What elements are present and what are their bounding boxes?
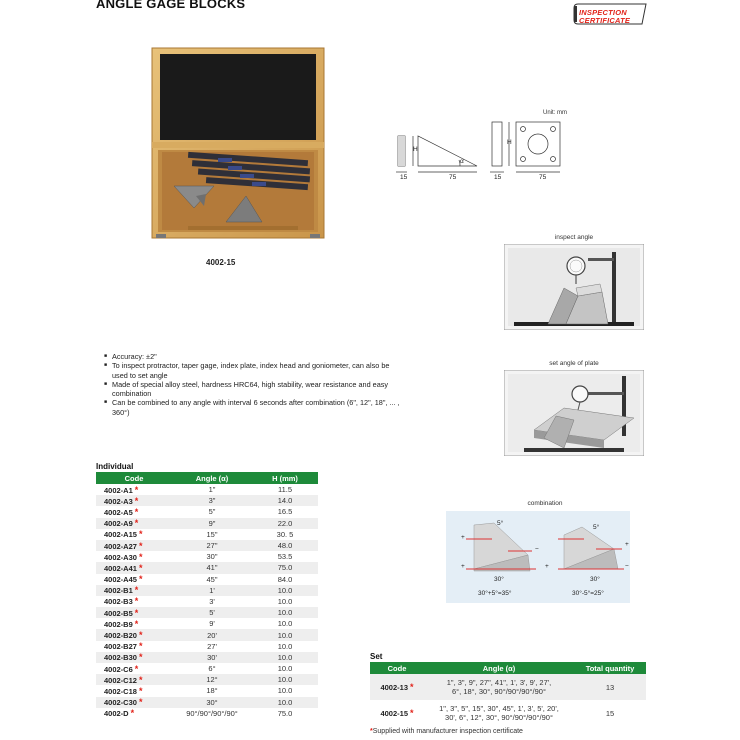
h-cell: 14.0 bbox=[252, 495, 318, 506]
angle-cell: 20' bbox=[172, 629, 252, 640]
angle-cell: 30' bbox=[172, 652, 252, 663]
combination-right-bottom-angle: 30° bbox=[590, 576, 600, 583]
footnote-text: Supplied with manufacturer inspection certificate bbox=[372, 728, 523, 735]
certificate-star: * bbox=[138, 685, 143, 696]
certificate-star: * bbox=[138, 641, 143, 652]
table-row bbox=[96, 562, 318, 573]
feature-item: ■ Made of special alloy steel, hardness HRC64, high stability, wear resistance and easy combination bbox=[104, 380, 404, 399]
table-row bbox=[96, 596, 318, 607]
set-heading: Set bbox=[370, 652, 383, 661]
angle-cell: 15" bbox=[206, 529, 218, 539]
column-header: H (mm) bbox=[252, 472, 318, 484]
code-cell: 4002-D * bbox=[104, 708, 135, 719]
table-row bbox=[96, 652, 318, 663]
combination-right-top-angle: 5° bbox=[593, 524, 600, 531]
certificate-star: * bbox=[138, 697, 143, 708]
code-cell: 4002-B30 * bbox=[96, 652, 172, 663]
certificate-star: * bbox=[410, 681, 414, 692]
table-row bbox=[96, 484, 318, 495]
product-case-image bbox=[148, 46, 328, 242]
technical-drawing bbox=[392, 106, 592, 190]
table-row bbox=[96, 495, 318, 506]
certificate-star: * bbox=[410, 707, 414, 718]
h-cell: 10.0 bbox=[252, 585, 318, 596]
code-cell: 4002-13 * bbox=[370, 674, 424, 700]
table-row bbox=[96, 629, 318, 640]
table-row bbox=[370, 674, 646, 700]
h-cell: 10.0 bbox=[252, 697, 318, 708]
drawing-h-label-right: H bbox=[507, 139, 512, 146]
code-cell: 4002-A5 * bbox=[104, 506, 139, 517]
table-row bbox=[96, 708, 318, 719]
quantity-cell: 13 bbox=[574, 674, 646, 700]
footnote bbox=[370, 728, 523, 735]
table-row bbox=[96, 529, 318, 540]
combination-plus-4: + bbox=[625, 541, 629, 548]
h-cell: 10.0 bbox=[252, 607, 318, 618]
inspect-angle-image bbox=[504, 244, 644, 330]
table-row bbox=[96, 574, 318, 585]
code-cell: 4002-B9 * bbox=[104, 618, 139, 629]
angle-cell: 9" bbox=[172, 518, 252, 529]
combination-left-bottom-angle: 30° bbox=[494, 576, 504, 583]
feature-item: ■ Accuracy: ±2" bbox=[104, 352, 404, 361]
drawing-dim-2: 75 bbox=[449, 174, 457, 181]
angle-cell: 41" bbox=[172, 562, 252, 573]
feature-item: ■ To inspect protractor, taper gage, index plate, index head and goniometer, can also be used to set angle bbox=[104, 361, 404, 380]
h-cell: 10.0 bbox=[277, 664, 293, 674]
angle-cell: 6° bbox=[208, 664, 216, 674]
h-cell: 10.0 bbox=[252, 652, 318, 663]
angle-cell: 1", 3", 5", 15", 30", 45", 1', 3', 5', 20', 30', 6°, 12°, 30°, 90°/90°/90°/90° bbox=[424, 700, 574, 726]
h-cell: 84.0 bbox=[277, 574, 293, 584]
certificate-star: * bbox=[138, 529, 143, 540]
h-cell: 48.0 bbox=[252, 540, 318, 551]
column-header: Angle (α) bbox=[424, 662, 574, 674]
product-model-label: 4002-15 bbox=[206, 258, 236, 267]
table-row bbox=[96, 674, 318, 685]
drawing-alpha-label: α bbox=[460, 158, 464, 165]
individual-table-body bbox=[96, 484, 318, 719]
angle-cell: 12° bbox=[172, 674, 252, 685]
code-cell: 4002-15 * bbox=[370, 700, 424, 726]
angle-cell: 45" bbox=[206, 574, 218, 584]
code-cell: 4002-B5 * bbox=[96, 607, 172, 618]
drawing-dim-3: 15 bbox=[494, 174, 502, 181]
page-title: ANGLE GAGE BLOCKS bbox=[96, 0, 246, 11]
certificate-star: * bbox=[138, 630, 143, 641]
code-cell: 4002-B27 * bbox=[104, 641, 143, 652]
angle-cell: 5' bbox=[172, 607, 252, 618]
certificate-star: * bbox=[134, 607, 139, 618]
angle-cell: 1' bbox=[172, 585, 252, 596]
angle-cell: 30" bbox=[206, 552, 218, 562]
certificate-star: * bbox=[134, 495, 139, 506]
table-row bbox=[96, 585, 318, 596]
angle-cell: 27' bbox=[207, 641, 217, 651]
table-row bbox=[96, 685, 318, 696]
h-cell: 10.0 bbox=[277, 641, 293, 651]
h-cell: 10.0 bbox=[252, 674, 318, 685]
code-cell: 4002-A27 * bbox=[96, 540, 172, 551]
combination-plus-1: + bbox=[461, 534, 465, 541]
table-row bbox=[96, 506, 318, 517]
set-angle-image bbox=[504, 370, 644, 456]
h-cell: 10.0 bbox=[252, 629, 318, 640]
combination-caption: combination bbox=[527, 500, 563, 507]
h-cell: 16.5 bbox=[277, 507, 293, 517]
certificate-star: * bbox=[134, 506, 139, 517]
column-header: Code bbox=[96, 472, 172, 484]
footnote-star: * bbox=[370, 728, 373, 735]
combination-left-top-angle: 5° bbox=[497, 520, 504, 527]
h-cell: 75.0 bbox=[252, 562, 318, 573]
features-list bbox=[104, 352, 404, 417]
h-cell: 22.0 bbox=[252, 518, 318, 529]
code-cell: 4002-A30 * bbox=[104, 551, 143, 562]
table-row bbox=[96, 607, 318, 618]
angle-cell: 5" bbox=[208, 507, 216, 517]
individual-heading: Individual bbox=[96, 462, 134, 471]
code-cell: 4002-A3 * bbox=[96, 495, 172, 506]
unit-label: Unit: mm bbox=[543, 110, 567, 116]
quantity-cell: 15 bbox=[574, 700, 646, 726]
drawing-h-label-left: H bbox=[413, 146, 418, 153]
certificate-star: * bbox=[134, 663, 139, 674]
angle-cell: 27" bbox=[172, 540, 252, 551]
code-cell: 4002-A45 * bbox=[104, 574, 143, 585]
angle-cell: 9' bbox=[209, 619, 215, 629]
feature-item: ■ Can be combined to any angle with interval 6 seconds after combination (6", 12", 18", ... , 360°) bbox=[104, 398, 404, 417]
inspect-angle-caption: inspect angle bbox=[554, 234, 594, 241]
combination-minus-2: − bbox=[625, 563, 629, 570]
code-cell: 4002-A9 * bbox=[96, 518, 172, 529]
table-row bbox=[96, 663, 318, 674]
h-cell: 75.0 bbox=[277, 708, 293, 718]
certificate-star: * bbox=[134, 484, 139, 495]
column-header: Total quantity bbox=[574, 662, 646, 674]
code-cell: 4002-B1 * bbox=[96, 585, 172, 596]
h-cell: 10.0 bbox=[277, 686, 293, 696]
angle-cell: 1", 3", 9", 27", 41", 1', 3', 9', 27', 6°, 18°, 30°, 90°/90°/90°/90° bbox=[424, 674, 574, 700]
column-header: Angle (α) bbox=[172, 472, 252, 484]
individual-table bbox=[96, 472, 318, 719]
code-cell: 4002-C6 * bbox=[104, 663, 139, 674]
certificate-star: * bbox=[138, 574, 143, 585]
angle-cell: 30° bbox=[172, 697, 252, 708]
angle-cell: 1" bbox=[208, 485, 216, 495]
combination-plus-2: + bbox=[461, 563, 465, 570]
certificate-star: * bbox=[130, 708, 135, 719]
set-table-body bbox=[370, 674, 646, 726]
h-cell: 11.5 bbox=[277, 485, 293, 495]
table-row bbox=[96, 618, 318, 629]
h-cell: 53.5 bbox=[277, 552, 293, 562]
code-cell: 4002-A1 * bbox=[104, 484, 139, 495]
table-row bbox=[96, 551, 318, 562]
code-cell: 4002-C12 * bbox=[96, 674, 172, 685]
angle-cell: 3' bbox=[209, 596, 215, 606]
inspection-certificate-text: INSPECTION CERTIFICATE bbox=[579, 8, 631, 25]
certificate-star: * bbox=[138, 562, 143, 573]
combination-right-formula: 30°-5°=25° bbox=[572, 590, 604, 597]
certificate-star: * bbox=[134, 596, 139, 607]
table-row bbox=[96, 518, 318, 529]
table-row bbox=[96, 697, 318, 708]
combination-plus-3: + bbox=[545, 563, 549, 570]
code-cell: 4002-C18 * bbox=[104, 685, 143, 696]
certificate-star: * bbox=[134, 518, 139, 529]
code-cell: 4002-B20 * bbox=[96, 629, 172, 640]
table-row bbox=[96, 641, 318, 652]
set-angle-caption: set angle of plate bbox=[549, 360, 599, 367]
code-cell: 4002-C30 * bbox=[96, 697, 172, 708]
certificate-star: * bbox=[138, 551, 143, 562]
certificate-star: * bbox=[138, 540, 143, 551]
certificate-star: * bbox=[134, 618, 139, 629]
code-cell: 4002-A15 * bbox=[104, 529, 143, 540]
set-table bbox=[370, 662, 646, 726]
angle-cell: 18° bbox=[206, 686, 218, 696]
angle-cell: 3" bbox=[172, 495, 252, 506]
column-header: Code bbox=[370, 662, 424, 674]
certificate-star: * bbox=[138, 652, 143, 663]
table-row bbox=[370, 700, 646, 726]
code-cell: 4002-B3 * bbox=[104, 596, 139, 607]
h-cell: 30. 5 bbox=[276, 529, 294, 539]
h-cell: 10.0 bbox=[277, 619, 293, 629]
code-cell: 4002-A41 * bbox=[96, 562, 172, 573]
combination-minus-1: − bbox=[535, 546, 539, 553]
certificate-star: * bbox=[138, 674, 143, 685]
combination-left-formula: 30°+5°=35° bbox=[478, 590, 512, 597]
certificate-star: * bbox=[134, 585, 139, 596]
drawing-dim-1: 15 bbox=[400, 174, 408, 181]
angle-cell: 90°/90°/90°/90° bbox=[186, 708, 238, 718]
drawing-dim-4: 75 bbox=[539, 174, 547, 181]
h-cell: 10.0 bbox=[277, 596, 293, 606]
table-row bbox=[96, 540, 318, 551]
